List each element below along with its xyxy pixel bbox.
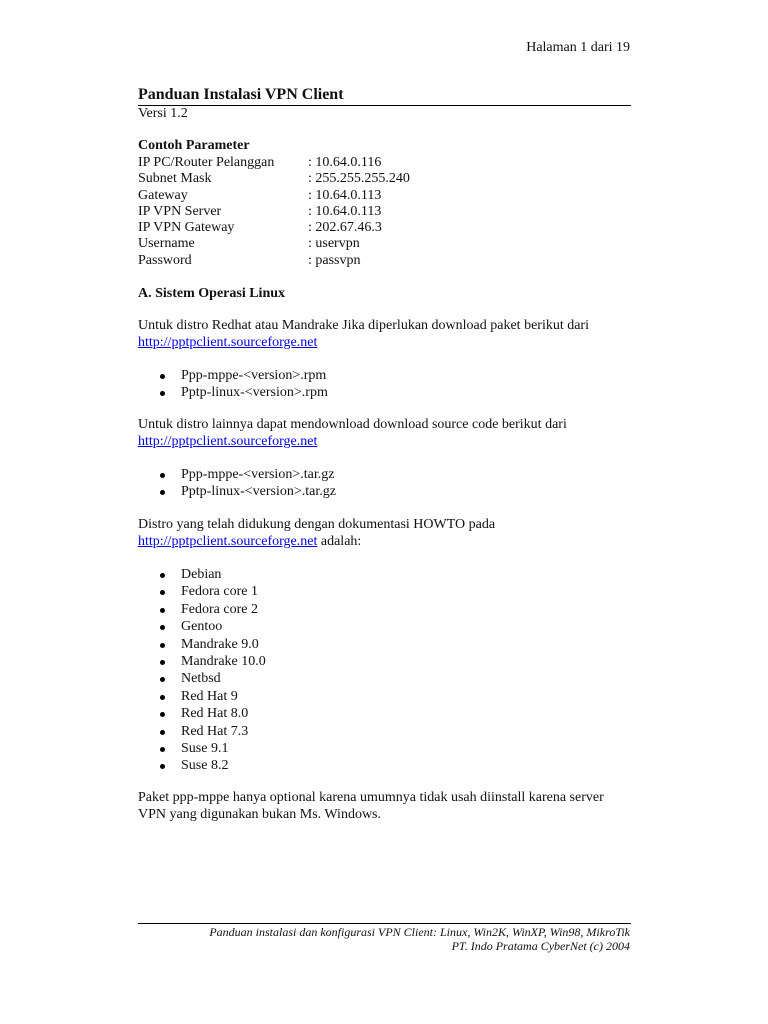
parameter-row — [138, 220, 410, 236]
paragraph-text: Paket ppp-mppe hanya optional karena umumnya tidak usah diinstall karena server — [138, 790, 604, 805]
list-item: Red Hat 9 — [138, 688, 266, 705]
pptpclient-link[interactable]: http://pptpclient.sourceforge.net — [138, 433, 318, 449]
footer-line-2: PT. Indo Pratama CyberNet (c) 2004 — [451, 939, 630, 953]
source-package-list — [138, 466, 336, 501]
section-heading-linux: A. Sistem Operasi Linux — [138, 286, 286, 301]
rpm-package-list — [138, 367, 328, 402]
list-item: Debian — [138, 566, 266, 583]
page-footer — [209, 925, 630, 953]
parameter-row — [138, 253, 410, 269]
parameter-value: : 10.64.0.113 — [308, 187, 382, 203]
paragraph-suffix: adalah: — [317, 533, 362, 549]
parameter-label: Gateway — [138, 187, 188, 203]
list-item: Suse 9.1 — [138, 740, 266, 757]
list-item: Mandrake 10.0 — [138, 653, 266, 670]
distro-list — [138, 566, 266, 775]
list-item: Red Hat 8.0 — [138, 705, 266, 722]
parameter-value: : 10.64.0.116 — [308, 155, 382, 170]
parameter-value: : 255.255.255.240 — [308, 171, 410, 187]
parameter-label: IP VPN Server — [138, 203, 222, 219]
list-item: Fedora core 2 — [138, 601, 266, 618]
list-item: Ppp-mppe-<version>.tar.gz — [138, 466, 336, 483]
paragraph-text: Untuk distro lainnya dapat mendownload download source code berikut dari — [138, 417, 567, 432]
list-item: Suse 8.2 — [138, 757, 266, 774]
parameter-label: IP VPN Gateway — [138, 220, 235, 236]
list-item: Red Hat 7.3 — [138, 723, 266, 740]
parameter-row — [138, 236, 410, 252]
parameters-table — [138, 155, 410, 269]
list-item: Ppp-mppe-<version>.rpm — [138, 367, 328, 384]
parameter-value: : 10.64.0.113 — [308, 203, 382, 219]
paragraph-text: Distro yang telah didukung dengan dokumentasi HOWTO pada — [138, 517, 496, 532]
parameter-label: IP PC/Router Pelanggan — [138, 155, 275, 170]
list-item: Fedora core 1 — [138, 583, 266, 600]
paragraph-link-line — [138, 534, 638, 551]
page-number: Halaman 1 dari 19 — [526, 40, 630, 55]
parameter-label: Password — [138, 252, 192, 268]
parameter-row — [138, 188, 410, 204]
document-title: Panduan Instalasi VPN Client — [138, 86, 344, 103]
parameter-row — [138, 171, 410, 187]
title-divider — [138, 105, 631, 106]
parameter-row — [138, 155, 410, 171]
list-item: Netbsd — [138, 670, 266, 687]
parameter-label: Username — [138, 236, 195, 252]
parameters-heading: Contoh Parameter — [138, 138, 250, 153]
pptpclient-link[interactable]: http://pptpclient.sourceforge.net — [138, 533, 318, 549]
list-item: Pptp-linux-<version>.tar.gz — [138, 483, 336, 500]
parameter-label: Subnet Mask — [138, 171, 212, 187]
paragraph-other-distros — [138, 417, 638, 450]
parameter-value: : uservpn — [308, 236, 360, 252]
document-version: Versi 1.2 — [138, 106, 188, 121]
parameter-value: : passvpn — [308, 252, 361, 268]
footer-line-1: Panduan instalasi dan konfigurasi VPN Client: Linux, Win2K, WinXP, Win98, MikroTik — [209, 925, 630, 939]
list-item: Pptp-linux-<version>.rpm — [138, 384, 328, 401]
paragraph-ppp-mppe-note — [138, 790, 638, 823]
list-item: Gentoo — [138, 618, 266, 635]
parameter-value: : 202.67.46.3 — [308, 220, 382, 236]
footer-divider — [138, 923, 631, 924]
pptpclient-link[interactable]: http://pptpclient.sourceforge.net — [138, 334, 318, 350]
paragraph-text: VPN yang digunakan bukan Ms. Windows. — [138, 806, 381, 822]
paragraph-text: Untuk distro Redhat atau Mandrake Jika diperlukan download paket berikut dari — [138, 318, 589, 333]
paragraph-redhat-mandrake — [138, 318, 638, 351]
list-item: Mandrake 9.0 — [138, 636, 266, 653]
parameter-row — [138, 204, 410, 220]
paragraph-supported-distros — [138, 517, 638, 550]
